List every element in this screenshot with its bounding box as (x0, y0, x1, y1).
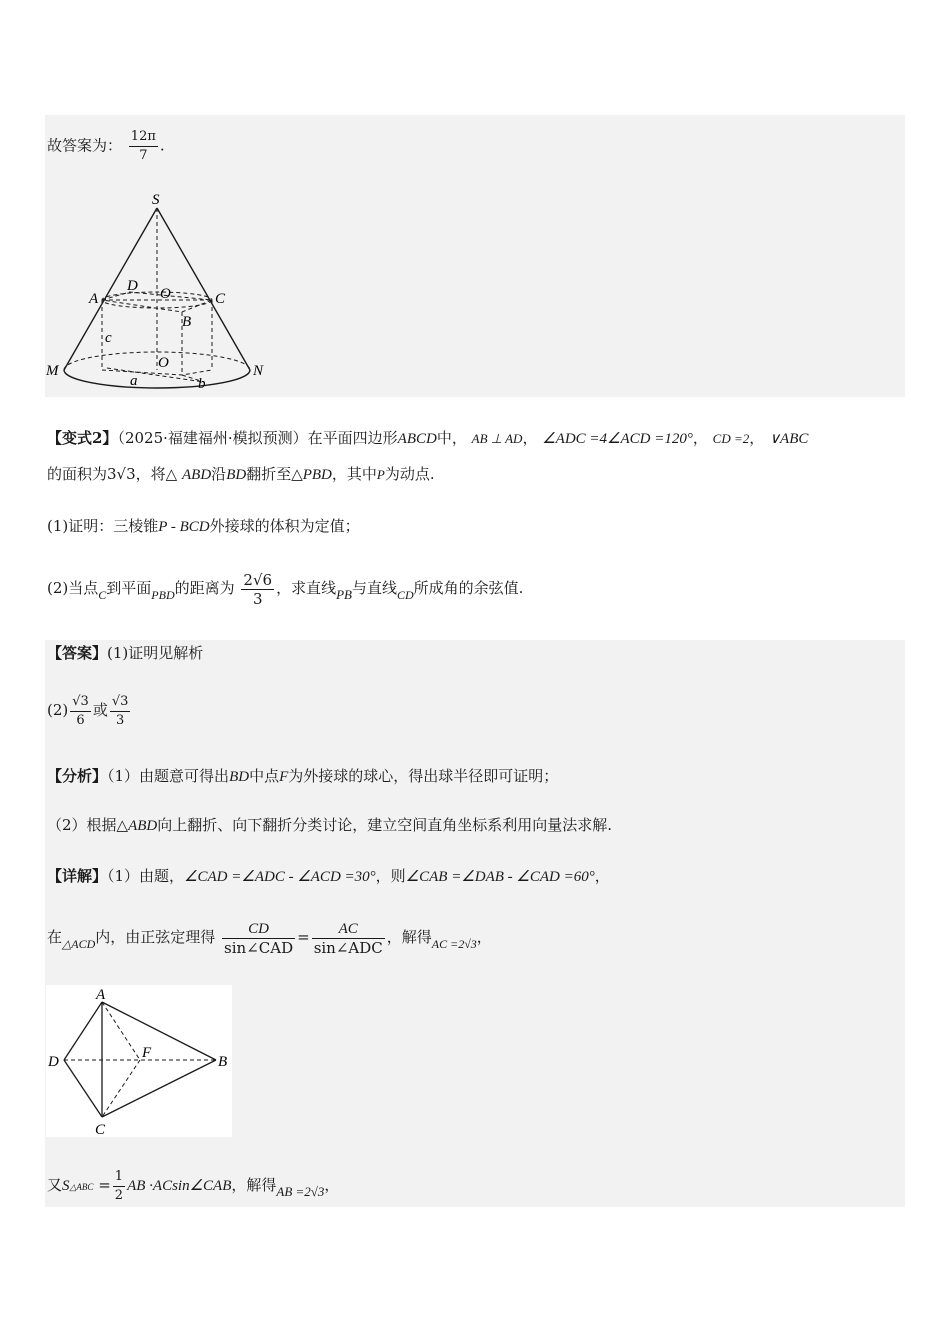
answer-line-1: 【答案】(1)证明见解析 (47, 644, 204, 662)
cone-label-a: A (89, 291, 99, 307)
kite-label-a: A (96, 987, 106, 1003)
kite-label-c: C (95, 1122, 106, 1137)
cone-label-d: D (127, 278, 138, 294)
problem-tag: 【变式2】 (47, 429, 118, 447)
detail-line-2: 在$_{\triangle ACD}$内，由正弦定理得 $\frac{CD}{\text{sin∠CAD}}$ = $\frac{AC}{\text{sin∠ADC}}$ ，解得$_{AC =2√3}$， (47, 920, 492, 957)
problem-line-1: 【变式2】（2025·福建福州·模拟预测）在平面四边形ABCD中， AB ⊥ AD， ∠ADC =4∠ACD =120°， CD =2， ∨ABC (47, 429, 809, 447)
cone-label-m: M (46, 363, 59, 379)
cone-label-c: C (215, 291, 226, 307)
detail-line-3: 又S△ABC = $\frac{1}{2}$ AB ·ACsin∠CAB，解得AB =2√3， (47, 1168, 340, 1203)
top-answer-fraction: $\frac{12\pi}{7}$ (130, 129, 156, 163)
answer-line-2: (2) $\frac{√3}{6}$ 或 $\frac{√3}{3}$ (47, 693, 129, 728)
cone-label-c-edge: c (105, 330, 112, 346)
part-2: (2)当点$_C$到平面$_{PBD}$的距离为 $\frac{2√6}{3}$ ，求直线PB与直线$_{CD}$所成角的余弦值. (47, 570, 524, 608)
detail-line-1: 【详解】（1）由题，∠CAD =∠ADC - ∠ACD =30°，则∠CAB =∠DAB - ∠CAD =60°， (47, 867, 610, 885)
cone-label-o2: O (158, 355, 169, 371)
kite-figure (46, 985, 232, 1137)
distance-fraction: $\frac{2√6}{3}$ (243, 570, 273, 608)
problem-line-2: 的面积为3√3，将△ ABD沿BD翻折至△PBD，其中P为动点. (47, 465, 435, 483)
analysis-tag: 【分析】 (47, 767, 108, 785)
cone-label-n: N (253, 363, 264, 379)
kite-label-b: B (218, 1054, 228, 1070)
sine-fraction-2: $\frac{AC}{\text{sin∠ADC}}$ (313, 920, 383, 957)
top-answer-line: 故答案为： $\frac{12\pi}{7}$ . (47, 129, 165, 163)
analysis-line-2: （2）根据△ABD向上翻折、向下翻折分类讨论，建立空间直角坐标系利用向量法求解. (47, 816, 613, 834)
analysis-line-1: 【分析】（1）由题意可得出BD中点F为外接球的球心，得出球半径即可证明； (47, 767, 559, 785)
cone-label-a-edge: a (130, 373, 138, 389)
top-answer-prefix: 故答案为： (47, 136, 123, 155)
kite-label-d: D (48, 1054, 59, 1070)
answer-tag: 【答案】 (47, 644, 108, 662)
cone-label-b: B (182, 314, 192, 330)
detail-tag: 【详解】 (47, 867, 108, 885)
cone-figure (42, 190, 282, 395)
cone-label-o1: O (160, 286, 171, 302)
sine-fraction-1: $\frac{CD}{\text{sin∠CAD}}$ (224, 920, 294, 957)
part-1: (1)证明：三棱锥P - BCD外接球的体积为定值； (47, 517, 360, 535)
cone-label-b-edge: b (198, 376, 206, 392)
cone-label-s: S (152, 192, 160, 208)
kite-label-f: F (142, 1045, 152, 1061)
